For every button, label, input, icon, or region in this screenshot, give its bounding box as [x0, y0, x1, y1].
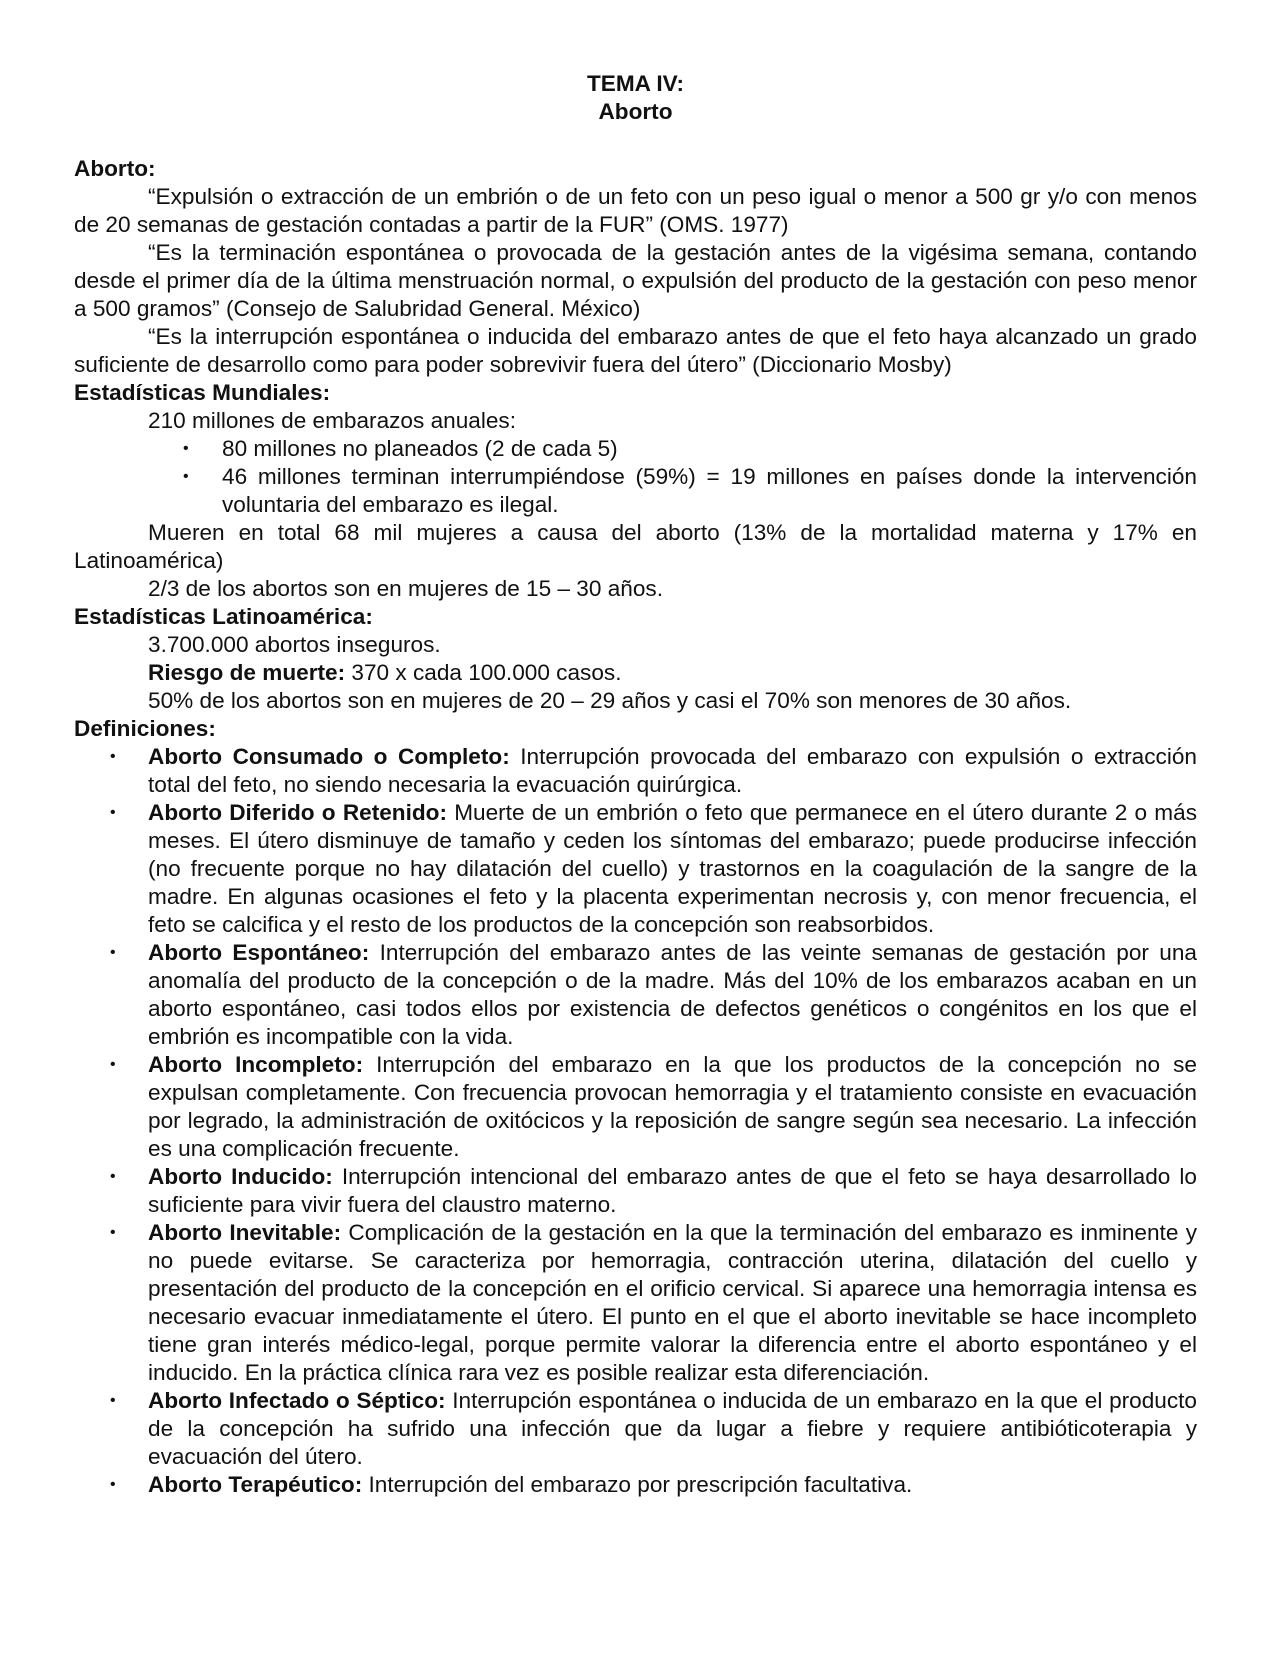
definition-paragraph: “Es la interrupción espontánea o inducida del embarazo antes de que el feto haya alcanzado un grado suficiente de desarrollo como para poder sobrevivir fuera del útero” (Diccionario Mosby) — [74, 324, 1197, 377]
section-heading-definiciones: Definiciones: — [74, 716, 216, 741]
stat-value: 370 x cada 100.000 casos. — [345, 660, 622, 685]
definition-text: Complicación de la gestación en la que la terminación del embarazo es inminente y no puede evitarse. Se caracteriza por hemorragia, contracción uterina, dilatación del cuello y presentación del producto de la concepción en el orificio cervical. Si aparece una hemorragia intensa es necesario evacuar inmediatamente el útero. El punto en el que el aborto inevitable se hace incompleto tiene gran interés médico-legal, porque permite valorar la diferencia entre el aborto espontáneo y el inducido. En la práctica clínica rara vez es posible realizar esta diferenciación. — [148, 1220, 1197, 1385]
document-title — [74, 70, 1197, 126]
definition-text: Interrupción provocada del embarazo con expulsión o extracción total del feto, no siendo necesaria la evacuación quirúrgica. — [148, 744, 1197, 797]
definition-paragraph: “Es la terminación espontánea o provocada de la gestación antes de la vigésima semana, contando desde el primer día de la última menstruación normal, o expulsión del producto de la gestación con peso menor a 500 gramos” (Consejo de Salubridad General. México) — [74, 240, 1197, 321]
definition-text: Interrupción del embarazo por prescripción facultativa. — [362, 1472, 913, 1497]
stat-label: Riesgo de muerte: — [148, 660, 346, 685]
definition-term: Aborto Espontáneo: — [148, 940, 370, 965]
definition-term: Aborto Inducido: — [148, 1164, 333, 1189]
definition-paragraph: “Expulsión o extracción de un embrión o de un feto con un peso igual o menor a 500 gr y/o con menos de 20 semanas de gestación contadas a partir de la FUR” (OMS. 1977) — [74, 184, 1197, 237]
definition-term: Aborto Incompleto: — [148, 1052, 364, 1077]
document-page — [74, 70, 1197, 1499]
list-item: • 46 millones terminan interrumpiéndose (59%) = 19 millones en países donde la intervención voluntaria del embarazo es ilegal. — [222, 463, 1197, 519]
definition-term: Aborto Inevitable: — [148, 1220, 342, 1245]
stat-paragraph: 3.700.000 abortos inseguros. — [148, 632, 441, 657]
definition-text: Interrupción del embarazo antes de las veinte semanas de gestación por una anomalía del producto de la concepción o de la madre. Más del 10% de los embarazos acaban en un aborto espontáneo, casi todos ellos por existencia de defectos genéticos o congénitos en los que el embrión es incompatible con la vida. — [148, 940, 1197, 1049]
section-heading-aborto: Aborto: — [74, 156, 156, 181]
list-item — [148, 1471, 1197, 1499]
stat-paragraph: 50% de los abortos son en mujeres de 20 – 29 años y casi el 70% son menores de 30 años. — [148, 688, 1072, 713]
list-item — [148, 939, 1197, 1051]
title-topic: TEMA IV: — [586, 71, 685, 96]
list-item: • 80 millones no planeados (2 de cada 5) — [222, 435, 1197, 463]
definition-text: Muerte de un embrión o feto que permanece en el útero durante 2 o más meses. El útero disminuye de tamaño y ceden los síntomas del embarazo; puede producirse infección (no frecuente porque no hay dilatación del cuello) y trastornos en la coagulación de la sangre de la madre. En algunas ocasiones el feto y la placenta experimentan necrosis y, con menor frecuencia, el feto se calcifica y el resto de los productos de la concepción son reabsorbidos. — [148, 800, 1197, 937]
list-item — [148, 1163, 1197, 1219]
definition-term: Aborto Consumado o Completo: — [148, 744, 510, 769]
stat-paragraph: Mueren en total 68 mil mujeres a causa del aborto (13% de la mortalidad materna y 17% en Latinoamérica) — [74, 520, 1197, 573]
section-heading-mundiales: Estadísticas Mundiales: — [74, 380, 331, 405]
definitions-list — [74, 743, 1197, 1499]
section-heading-latinoamerica: Estadísticas Latinoamérica: — [74, 604, 373, 629]
stat-paragraph: 2/3 de los abortos son en mujeres de 15 – 30 años. — [148, 576, 663, 601]
title-subject: Aborto — [598, 99, 673, 124]
definition-term: Aborto Diferido o Retenido: — [148, 800, 447, 825]
stat-intro: 210 millones de embarazos anuales: — [148, 408, 516, 433]
list-item — [148, 1051, 1197, 1163]
definition-text: Interrupción del embarazo en la que los productos de la concepción no se expulsan completamente. Con frecuencia provocan hemorragia y el tratamiento consiste en evacuación por legrado, la administración de oxitócicos y la reposición de sangre según sea necesario. La infección es una complicación frecuente. — [148, 1052, 1198, 1161]
stat-bullet-list — [74, 435, 1197, 519]
definition-text: Interrupción espontánea o inducida de un embarazo en la que el producto de la concepción ha sufrido una infección que da lugar a fiebre y requiere antibióticoterapia y evacuación del útero. — [148, 1388, 1197, 1469]
definition-text: Interrupción intencional del embarazo antes de que el feto se haya desarrollado lo suficiente para vivir fuera del claustro materno. — [148, 1164, 1198, 1217]
stat-paragraph — [74, 659, 1197, 687]
list-item — [148, 1387, 1197, 1471]
list-item — [148, 799, 1197, 939]
definition-term: Aborto Infectado o Séptico: — [148, 1388, 446, 1413]
list-item — [148, 1219, 1197, 1387]
list-item — [148, 743, 1197, 799]
definition-term: Aborto Terapéutico: — [148, 1472, 363, 1497]
